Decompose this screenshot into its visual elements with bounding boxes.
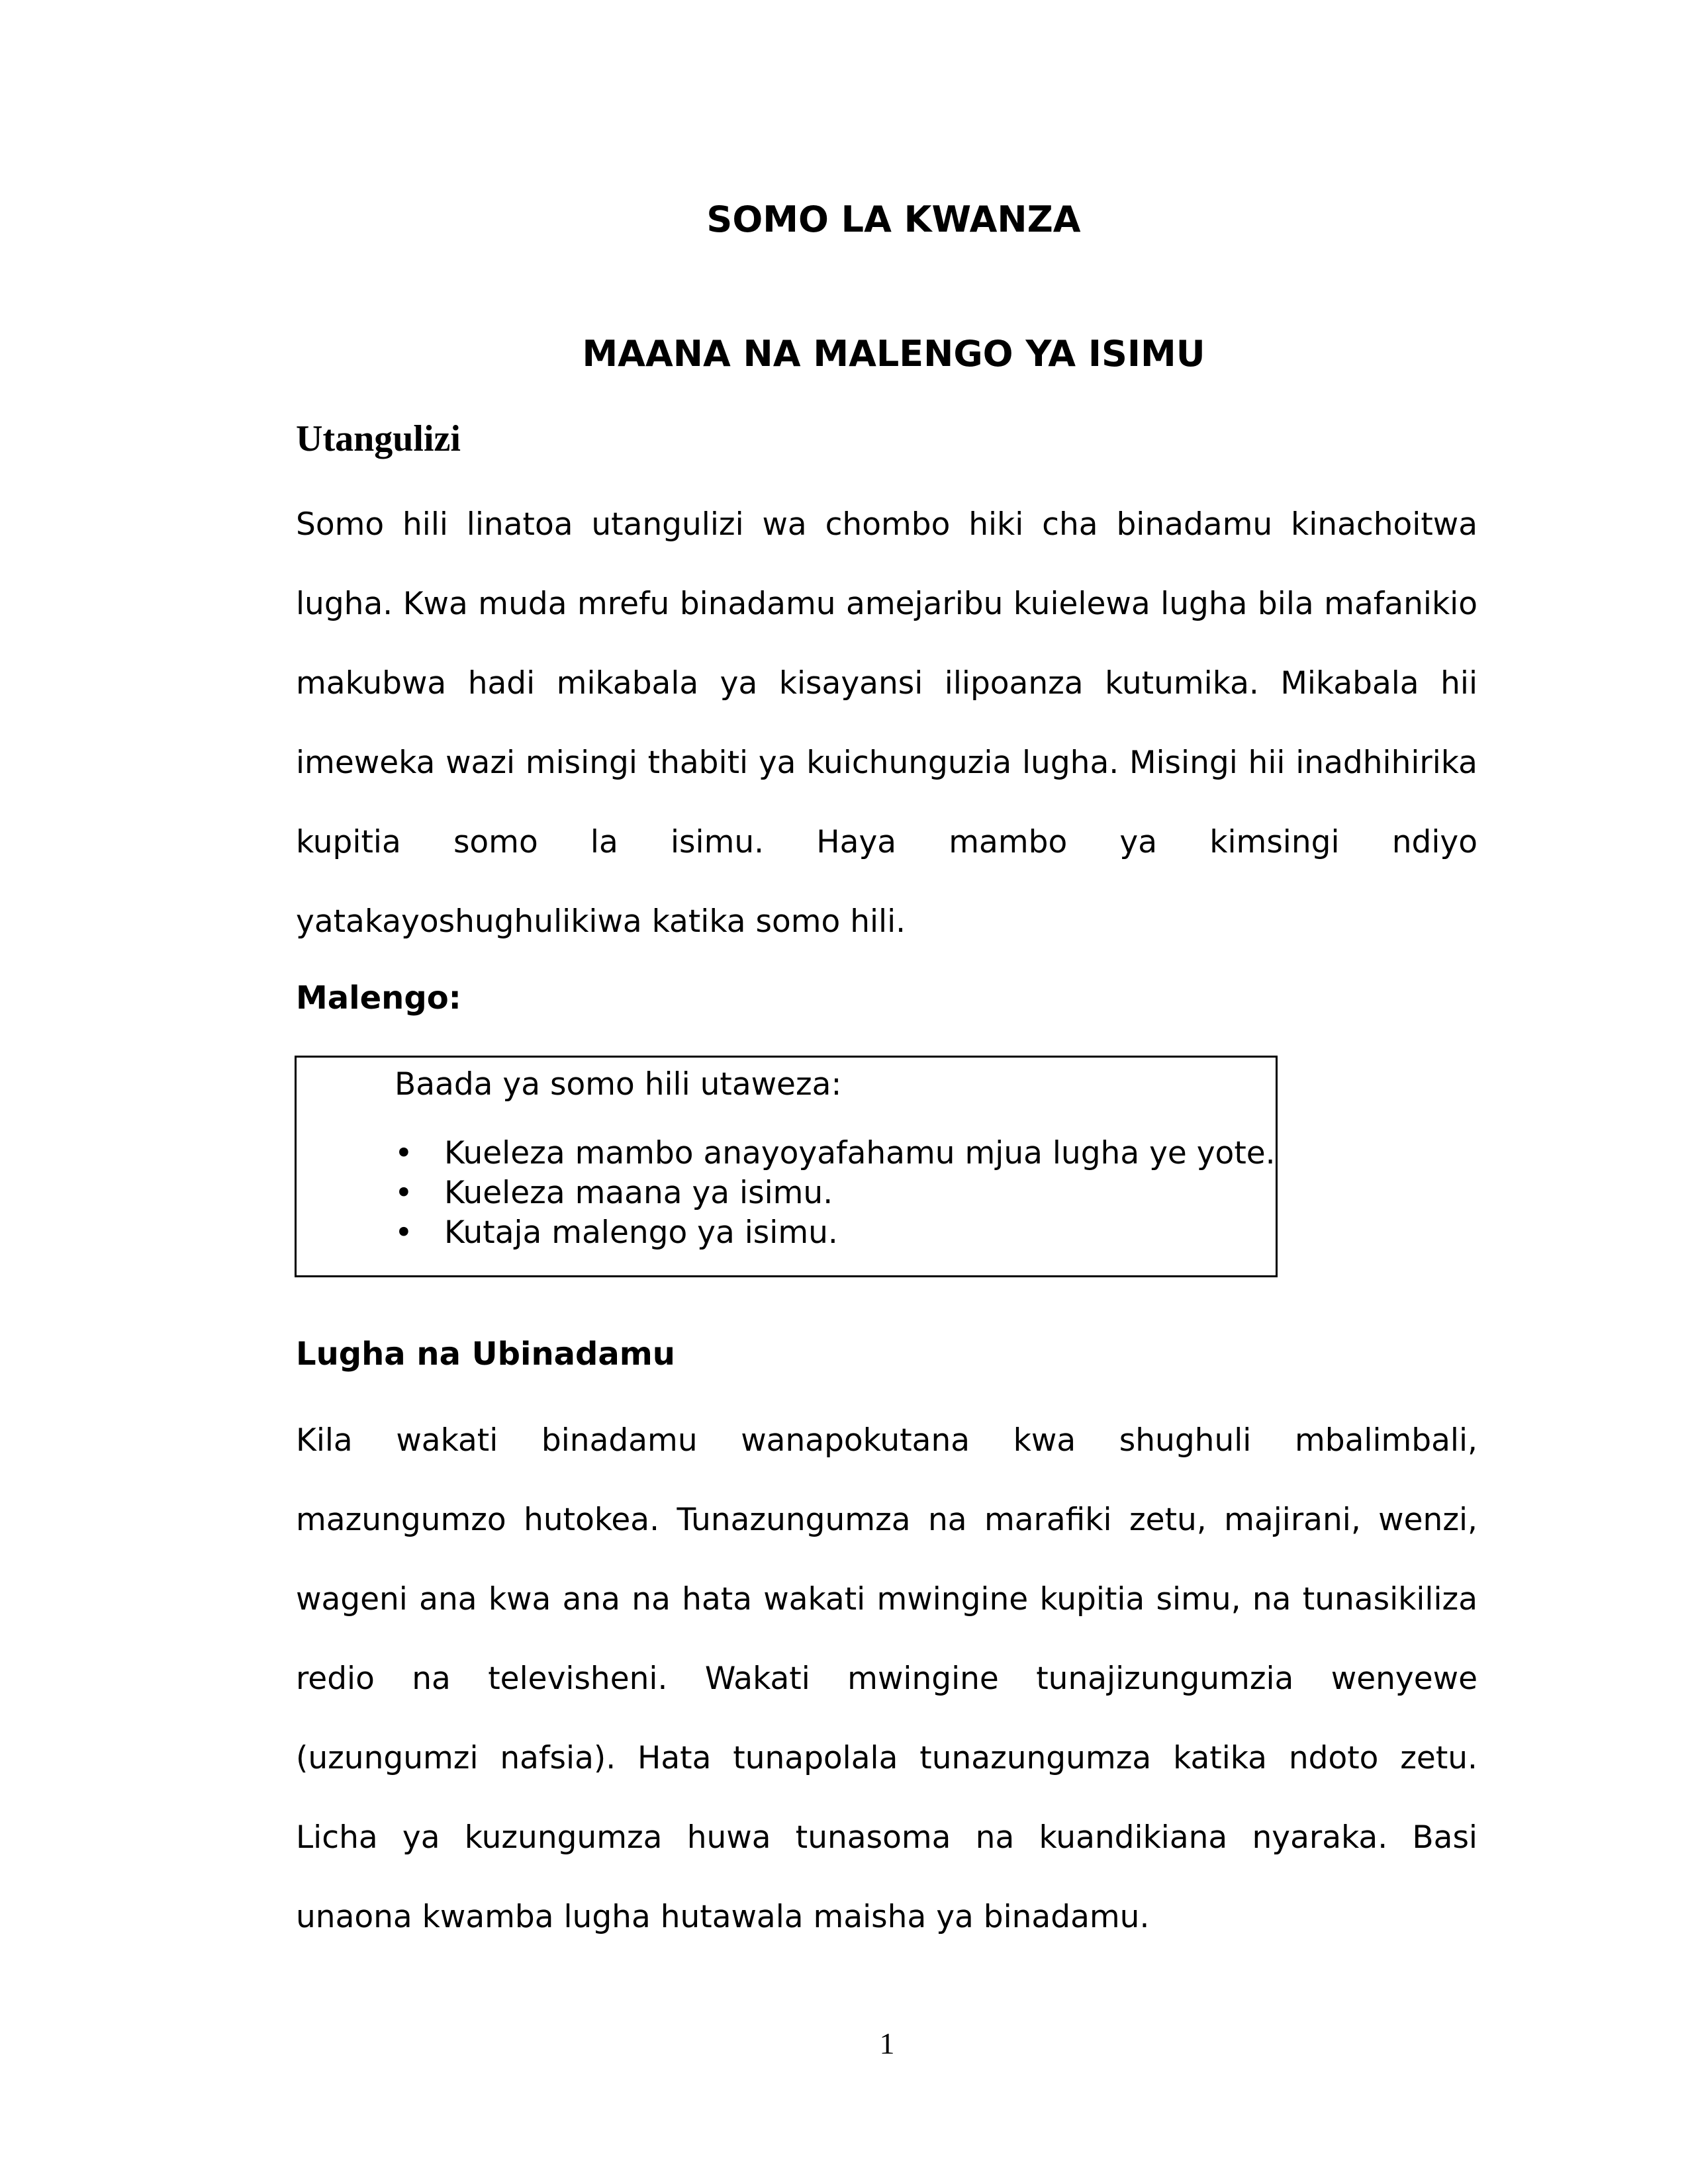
list-item-text: Kueleza mambo anayoyafahamu mjua lugha ye yote.	[444, 1135, 1276, 1171]
objectives-box	[295, 1056, 1278, 1277]
section-paragraph: Kila wakati binadamu wanapokutana kwa shughuli mbalimbali, mazungumzo hutokea. Tunazungumza na marafiki zetu, majirani, wenzi, wageni ana kwa ana na hata wakati mwingine kupitia simu, na tunasikiliza redio na televisheni. Wakati mwingine tunajizungumzia wenyewe (uzungumzi nafsia). Hata tunapolala tunazungumza katika ndoto zetu. Licha ya kuzungumza huwa tunasoma na kuandikiana nyaraka. Basi unaona kwamba lugha hutawala maisha ya binadamu.	[296, 1422, 1477, 1935]
objectives-list	[395, 1134, 1276, 1253]
lesson-title: MAANA NA MALENGO YA ISIMU	[582, 333, 1205, 375]
section-heading: Lugha na Ubinadamu	[296, 1336, 675, 1373]
list-item	[395, 1134, 1276, 1173]
bullet-icon: •	[395, 1214, 413, 1251]
objectives-intro: Baada ya somo hili utaweza:	[395, 1066, 842, 1103]
list-item-text: Kueleza maana ya isimu.	[444, 1175, 833, 1211]
bullet-icon: •	[395, 1135, 413, 1171]
list-item	[395, 1173, 1276, 1213]
intro-paragraph: Somo hili linatoa utangulizi wa chombo hiki cha binadamu kinachoitwa lugha. Kwa muda mrefu binadamu amejaribu kuielewa lugha bila mafanikio makubwa hadi mikabala ya kisayansi ilipoanza kutumika. Mikabala hii imeweka wazi misingi thabiti ya kuichunguzia lugha. Misingi hii inadhihirika kupitia somo la isimu. Haya mambo ya kimsingi ndiyo yatakayoshughulikiwa katika somo hili.	[296, 506, 1477, 940]
objectives-heading: Malengo:	[296, 979, 461, 1017]
page-title: SOMO LA KWANZA	[706, 199, 1081, 240]
list-item	[395, 1213, 1276, 1253]
list-item-text: Kutaja malengo ya isimu.	[444, 1214, 838, 1251]
bullet-icon: •	[395, 1175, 413, 1211]
intro-heading: Utangulizi	[296, 418, 461, 459]
page-number: 1	[879, 2026, 895, 2060]
